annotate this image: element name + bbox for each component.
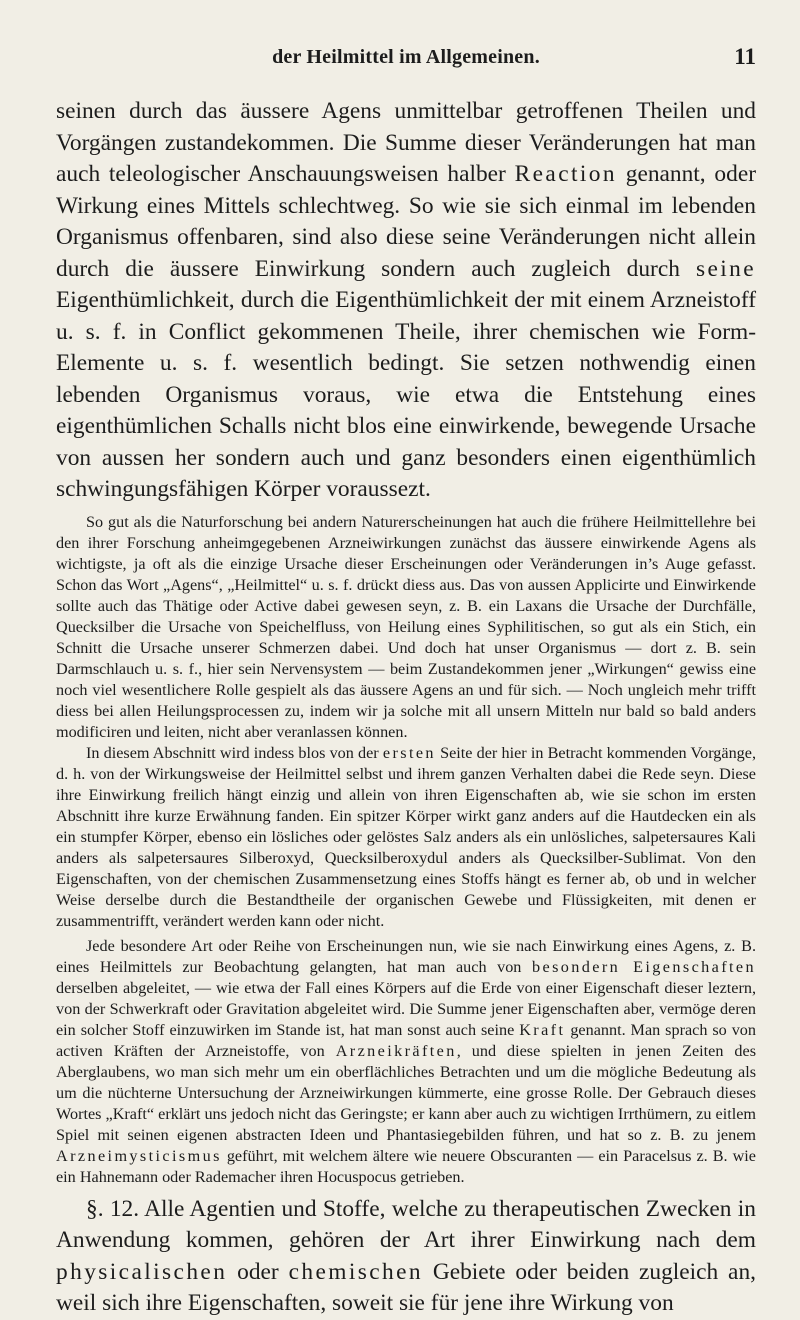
text-run: genannt. Man sprach so von activen Kräften der Arzneistoffe, von bbox=[56, 1020, 756, 1060]
paragraph-small-4 bbox=[56, 936, 756, 1188]
running-head bbox=[56, 46, 756, 76]
spaced-emphasis: Arzneikräften bbox=[335, 1041, 457, 1060]
text-run: Gebiete oder beiden zugleich an, weil sich ihre Eigenschaften, soweit sie für jene ihre Wirkung von bbox=[56, 1258, 756, 1316]
spaced-emphasis: physicalischen bbox=[56, 1258, 228, 1285]
paragraph-small-3 bbox=[56, 743, 756, 932]
text-run: Eigenthümlichkeit, durch die Eigenthümlichkeit der mit einem Arzneistoff u. s. f. in Conflict gekommenen Theile, ihrer chemischen wie Form-Elemente u. s. f. wesentlich bedingt. Sie setzen nothwendig einen lebenden Organismus voraus, wie etwa die Entstehung eines eigenthümlichen Schalls nicht blos eine einwirkende, bewegende Ursache von aussen her sondern auch und ganz besonders einen eigenthümlich schwingungsfähigen Körper voraussezt. bbox=[56, 287, 756, 502]
running-head-title: der Heilmittel im Allgemeinen. bbox=[272, 46, 540, 68]
page-number: 11 bbox=[734, 44, 756, 69]
text-run: derselben abgeleitet, — wie etwa der Fall eines Körpers auf die Erde von einer Eigenschaft dieser leztern, von der Schwerkraft oder Gravitation abgeleitet wird. Die Summe jener Eigenschaften aber, vermöge deren ein solcher Stoff einzuwirken im Stande ist, hat man sonst auch seine bbox=[56, 978, 756, 1039]
spaced-emphasis: Arzneimysticismus bbox=[56, 1146, 222, 1165]
text-run: oder bbox=[227, 1258, 289, 1285]
paragraph-large-1 bbox=[56, 96, 756, 506]
spaced-emphasis: chemischen bbox=[288, 1258, 423, 1285]
spaced-emphasis: seine bbox=[695, 255, 756, 282]
text-run: geführt, mit welchem ältere wie neuere Obscuranten — ein Paracelsus z. B. wie ein Hahnemann oder Rademacher ihren Hocuspocus getrieben. bbox=[56, 1146, 756, 1186]
spaced-emphasis: Reaction bbox=[514, 161, 617, 187]
spaced-emphasis: besondern Eigenschaften bbox=[532, 957, 756, 976]
text-run: §. 12. Alle Agentien und Stoffe, welche zu therapeutischen Zwecken in Anwendung kommen, gehören der Art ihrer Einwirkung nach dem bbox=[56, 1195, 756, 1253]
text-run: seinen durch das äussere Agens unmittelbar getroffenen Theilen und Vorgängen zustandekommen. Die Summe dieser Veränderungen hat man auch teleologischer Anschauungsweisen halber bbox=[56, 98, 756, 187]
paragraph-section-12 bbox=[56, 1194, 756, 1320]
spaced-emphasis: Kraft bbox=[519, 1020, 566, 1039]
text-run: Seite der hier in Betracht kommenden Vorgänge, d. h. von der Wirkungsweise der Heilmittel selbst und ihrem ganzen Verhalten dabei die Rede seyn. Diese ihre Einwirkung freilich hängt einzig und allein von ihren Eigenschaften ab, wie sie schon im ersten Abschnitt ihre kurze Erwähnung fanden. Ein spitzer Körper wirkt ganz anders auf die Hautdecken ein als ein stumpfer Körper, ebenso ein lösliches oder gelöstes Salz anders als ein unlösliches, salpetersaures Kali anders als salpetersaures Silberoxyd, Quecksilberoxydul anders als Quecksilber-Sublimat. Von den Eigenschaften, von der chemischen Zusammensetzung eines Stoffs hängt es ferner ab, ob und in welcher Weise derselbe durch die Bestandtheile der organischen Gewebe und Flüssigkeiten, mit denen er zusammentrifft, verändert werden kann oder nicht. bbox=[56, 743, 757, 930]
body-text bbox=[56, 96, 756, 1320]
text-run: , und diese spielten in jenen Zeiten des Aberglaubens, wo man sich mehr um ein oberflächliches Betrachten und um die mögliche Bedeutung als um die nüchterne Untersuchung der Arzneiwirkungen kümmerte, eine grosse Rolle. Der Gebrauch dieses Wortes „Kraft“ erklärt uns jedoch nicht das Geringste; er kann aber auch zu wichtigen Irrthümern, zu eitlem Spiel mit seinen eigenen abstracten Ideen und Phantasiegebilden führen, und hat so z. B. zu jenem bbox=[56, 1041, 756, 1144]
text-run: genannt, oder Wirkung eines Mittels schlechtweg. So wie sie sich einmal im lebenden Organismus offenbaren, sind also diese seine Veränderungen nicht allein durch die äussere Einwirkung sondern auch zugleich durch bbox=[56, 161, 756, 282]
paragraph-small-2: So gut als die Naturforschung bei andern Naturerscheinungen hat auch die frühere Heilmittellehre bei den ihrer Forschung anheimgegebenen Arzneiwirkungen zunächst das äussere einwirkende Agens als wichtigste, ja oft als die einzige Ursache dieser Erscheinungen oder Veränderungen in’s Auge gefasst. Schon das Wort „Agens“, „Heilmittel“ u. s. f. drückt diess aus. Das von aussen Applicirte und Einwirkende sollte auch das Thätige oder Active dabei gewesen seyn, z. B. ein Laxans die Ursache der Durchfälle, Quecksilber die Ursache von Speichelfluss, von Heilung eines Syphilitischen, so gut als ein Stich, ein Schnitt die Ursache unserer Schmerzen dabei. Und doch hat unser Organismus — dort z. B. sein Darmschlauch u. s. f., hier sein Nervensystem — beim Zustandekommen jener „Wirkungen“ gewiss eine noch viel wesentlichere Rolle gespielt als das äussere Agens an und für sich. — Noch ungleich mehr trifft diess bei allen Heilungsprocessen zu, indem wir ja solche mit all unsern Mitteln nur bald so bald anders modificiren und leiten, nicht aber veranlassen können. bbox=[56, 512, 756, 741]
text-run: In diesem Abschnitt wird indess blos von der bbox=[86, 743, 383, 762]
text-run: Jede besondere Art oder Reihe von Erscheinungen nun, wie sie nach Einwirkung eines Agens, z. B. eines Heilmittels zur Beobachtung gelangten, hat man auch von bbox=[56, 936, 756, 976]
spaced-emphasis: ersten bbox=[382, 743, 436, 762]
